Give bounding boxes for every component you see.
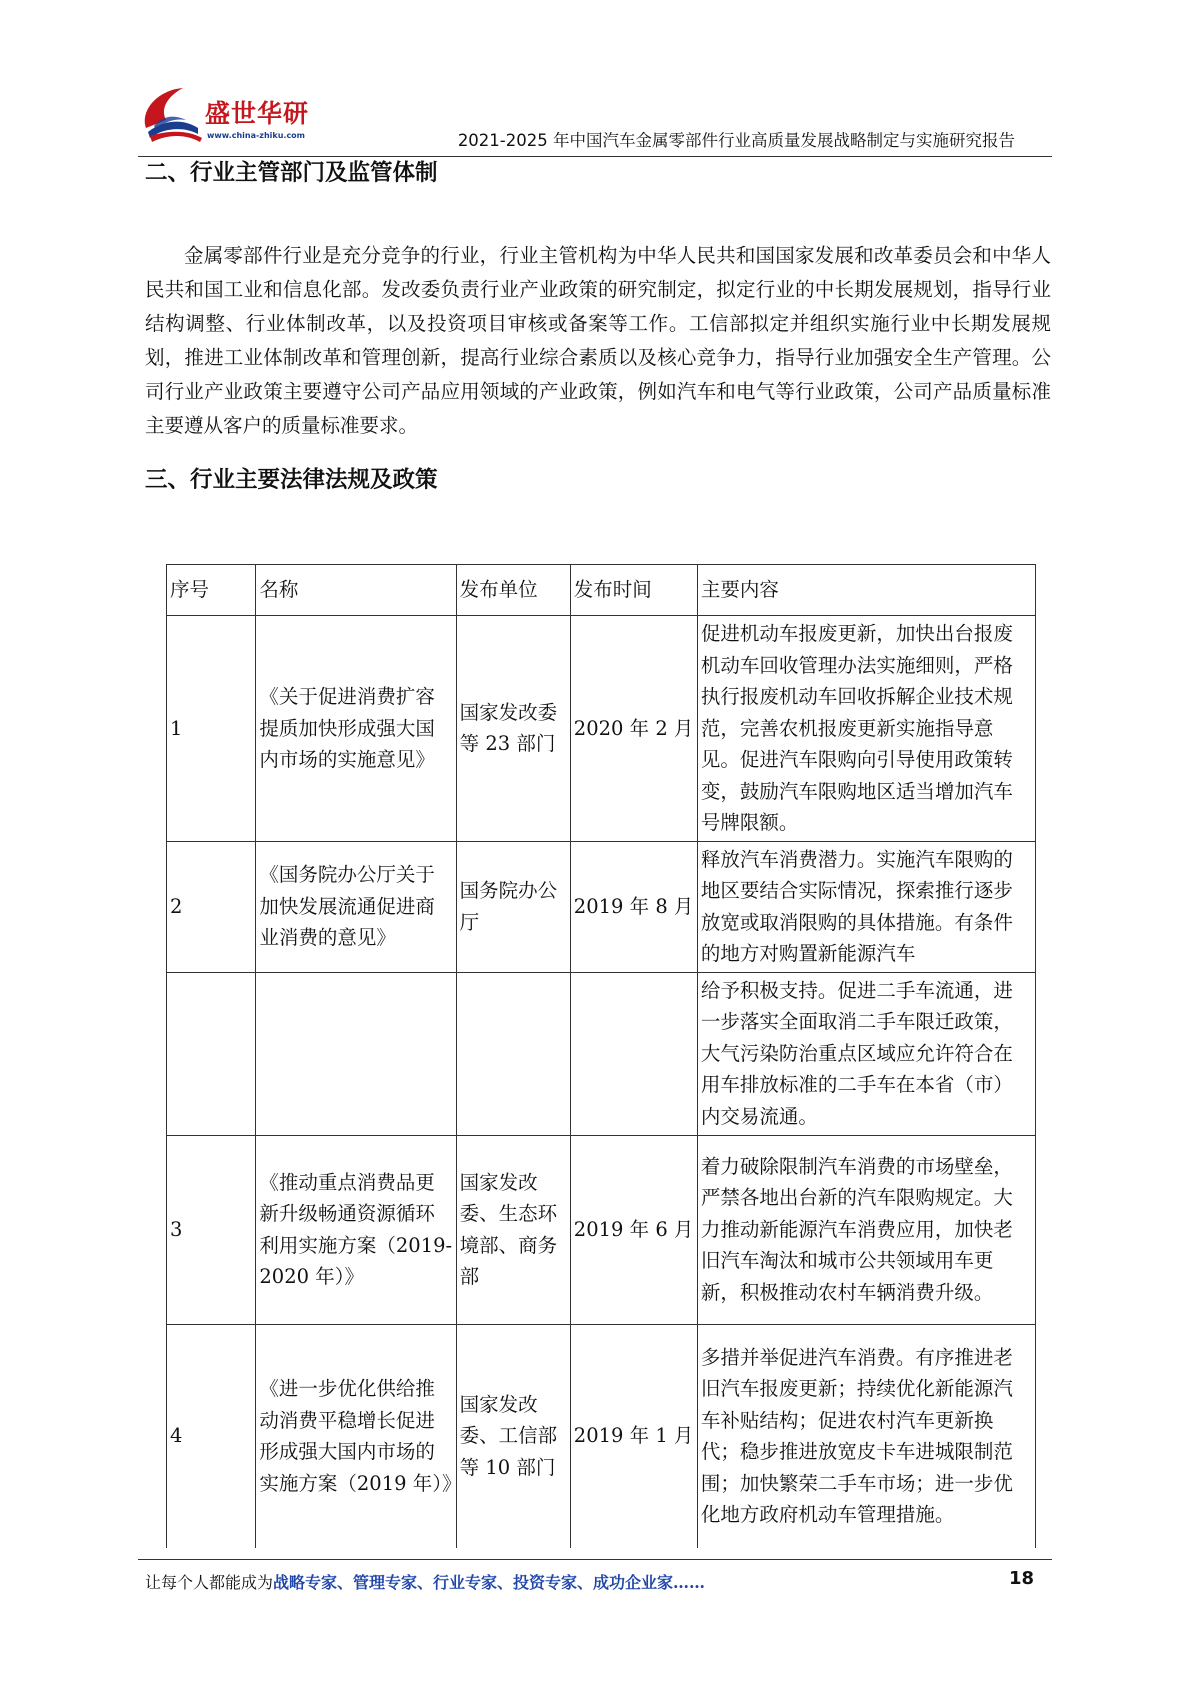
slogan-prefix: 让每个人都能成为 <box>145 1573 274 1592</box>
report-title: 2021-2025 年中国汽车金属零部件行业高质量发展战略制定与实施研究报告 <box>457 131 1015 150</box>
row-issuer <box>456 972 570 1135</box>
row-name: 《推动重点消费品更新升级畅通资源循环利用实施方案（2019-2020 年）》 <box>256 1135 456 1324</box>
footer-slogan <box>145 1570 705 1593</box>
table-row <box>167 972 1036 1135</box>
header-issuer: 发布单位 <box>456 565 570 616</box>
row-date <box>570 972 697 1135</box>
header-content: 主要内容 <box>697 565 1035 616</box>
logo-url: www.china-zhiku.com <box>207 131 306 140</box>
section-heading-supervision: 二、行业主管部门及监管体制 <box>145 160 438 186</box>
section-heading-policies: 三、行业主要法律法规及政策 <box>145 467 438 493</box>
table-row <box>167 841 1036 972</box>
page-number: 18 <box>1008 1568 1034 1589</box>
row-content: 着力破除限制汽车消费的市场壁垒，严禁各地出台新的汽车限购规定。大力推动新能源汽车消费应用，加快老旧汽车淘汰和城市公共领域用车更新，积极推动农村车辆消费升级。 <box>697 1135 1035 1324</box>
row-content: 促进机动车报废更新，加快出台报废机动车回收管理办法实施细则，严格执行报废机动车回收拆解企业技术规范，完善农机报废更新实施指导意见。促进汽车限购向引导使用政策转变，鼓励汽车限购地区适当增加汽车号牌限额。 <box>697 616 1035 842</box>
row-no: 4 <box>167 1324 256 1548</box>
supervision-paragraph: 金属零部件行业是充分竞争的行业，行业主管机构为中华人民共和国国家发展和改革委员会和中华人民共和国工业和信息化部。发改委负责行业产业政策的研究制定，拟定行业的中长期发展规划，指导行业结构调整、行业体制改革，以及投资项目审核或备案等工作。工信部拟定并组织实施行业中长期发展规划，推进工业体制改革和管理创新，提高行业综合素质以及核心竞争力，指导行业加强安全生产管理。公司行业产业政策主要遵守公司产品应用领域的产业政策，例如汽车和电气等行业政策，公司产品质量标准主要遵从客户的质量标准要求。 <box>145 244 1051 437</box>
row-name <box>256 972 456 1135</box>
row-issuer: 国务院办公厅 <box>456 841 570 972</box>
row-date: 2019 年 8 月 <box>570 841 697 972</box>
footer-divider <box>138 1559 1052 1560</box>
row-no: 3 <box>167 1135 256 1324</box>
row-name: 《进一步优化供给推动消费平稳增长促进形成强大国内市场的实施方案（2019 年）》 <box>256 1324 456 1548</box>
table-row <box>167 616 1036 842</box>
table-row <box>167 1135 1036 1324</box>
policy-table <box>166 564 1036 1548</box>
header-name: 名称 <box>256 565 456 616</box>
row-date: 2020 年 2 月 <box>570 616 697 842</box>
row-issuer: 国家发改委、工信部等 10 部门 <box>456 1324 570 1548</box>
row-issuer: 国家发改委等 23 部门 <box>456 616 570 842</box>
table-row <box>167 1324 1036 1548</box>
table-header-row <box>167 565 1036 616</box>
logo-name: 盛世华研 <box>205 99 310 128</box>
row-date: 2019 年 6 月 <box>570 1135 697 1324</box>
row-no: 2 <box>167 841 256 972</box>
row-name: 《关于促进消费扩容提质加快形成强大国内市场的实施意见》 <box>256 616 456 842</box>
row-no: 1 <box>167 616 256 842</box>
row-content: 给予积极支持。促进二手车流通，进一步落实全面取消二手车限迁政策，大气污染防治重点区域应允许符合在用车排放标准的二手车在本省（市）内交易流通。 <box>697 972 1035 1135</box>
header-date: 发布时间 <box>570 565 697 616</box>
row-date: 2019 年 1 月 <box>570 1324 697 1548</box>
row-content: 释放汽车消费潜力。实施汽车限购的地区要结合实际情况，探索推行逐步放宽或取消限购的具体措施。有条件的地方对购置新能源汽车 <box>697 841 1035 972</box>
row-issuer: 国家发改委、生态环境部、商务部 <box>456 1135 570 1324</box>
row-content: 多措并举促进汽车消费。有序推进老旧汽车报废更新；持续优化新能源汽车补贴结构；促进农村汽车更新换代；稳步推进放宽皮卡车进城限制范围；加快繁荣二手车市场；进一步优化地方政府机动车管理措施。 <box>697 1324 1035 1548</box>
row-no <box>167 972 256 1135</box>
slogan-emphasis: 战略专家、管理专家、行业专家、投资专家、成功企业家…… <box>273 1573 706 1592</box>
row-name: 《国务院办公厅关于加快发展流通促进商业消费的意见》 <box>256 841 456 972</box>
header-no: 序号 <box>167 565 256 616</box>
